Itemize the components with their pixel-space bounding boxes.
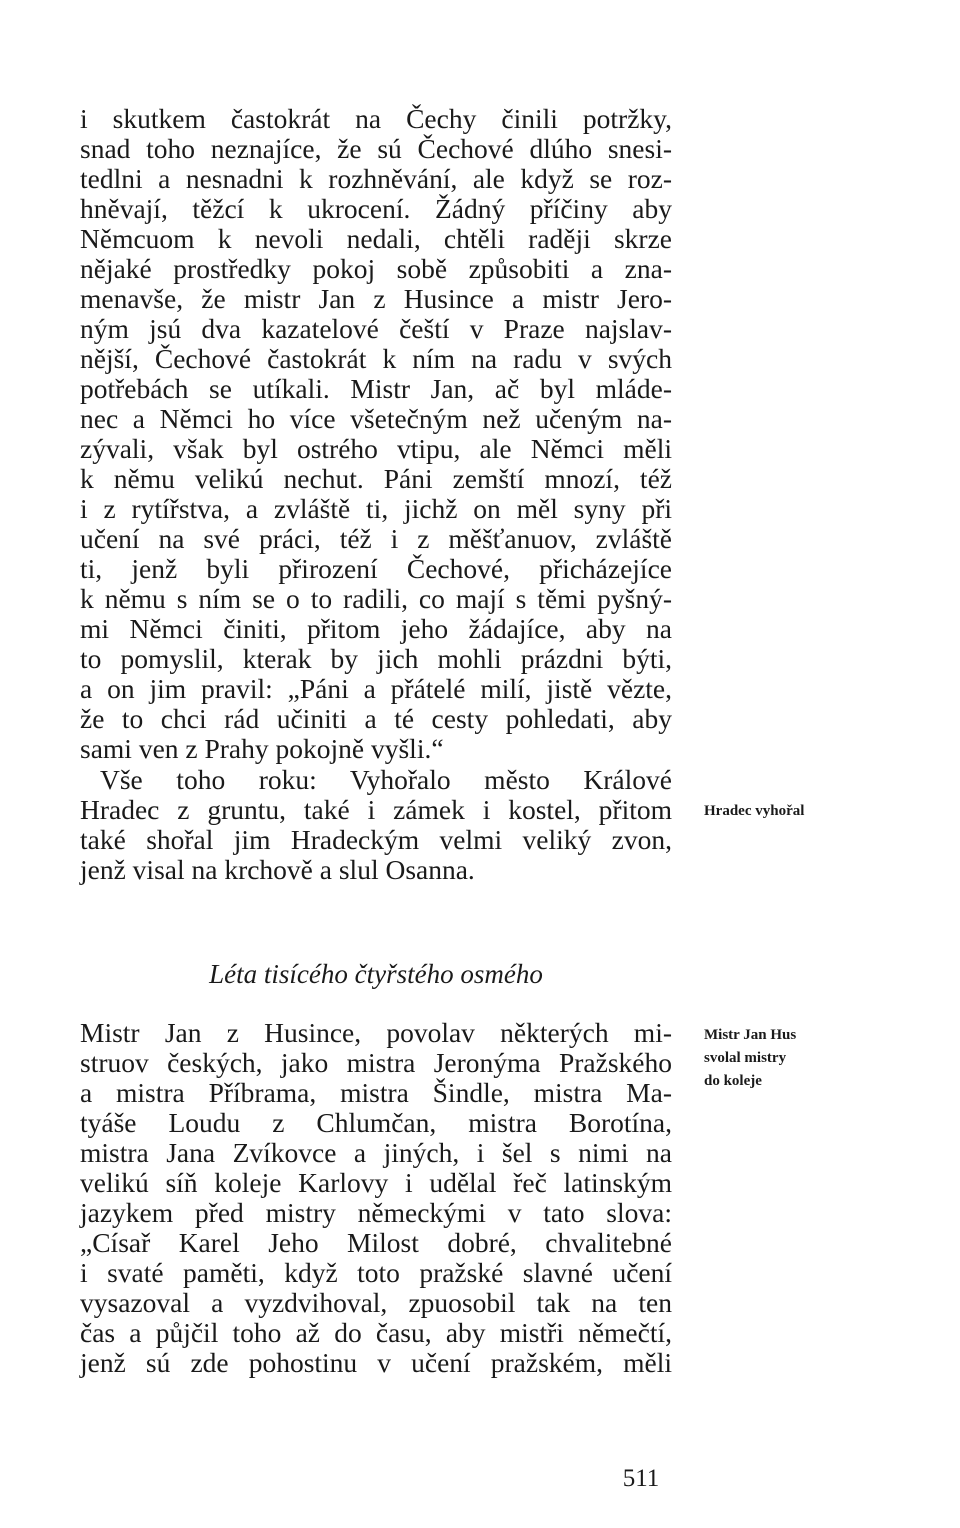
text-line: k němu s ním se o to radili, co mají s těmi pyšný- [80, 583, 672, 614]
text-line: Vše toho roku: Vyhořalo město Králové [100, 764, 672, 795]
text-line: sami ven z Prahy pokojně vyšli.“ [80, 733, 444, 764]
text-line: a on jim pravil: „Páni a přátelé milí, jistě vězte, [80, 673, 672, 704]
text-line: hněvají, těžcí k ukrocení. Žádný příčiny aby [80, 193, 672, 224]
text-line: Němcuom k nevoli nedali, chtěli raději skrze [80, 223, 672, 254]
text-line: nec a Němci ho více všetečným než učeným na- [80, 403, 672, 434]
margin-note-line: Mistr Jan Hus [704, 1027, 797, 1043]
text-line: ným jsú dva kazatelové čeští v Praze najslav- [80, 313, 672, 344]
margin-note-hradec: Hradec vyhořal [704, 803, 805, 819]
margin-note-line: svolal mistry [704, 1050, 787, 1066]
page-number [0, 1464, 960, 1494]
text-line: k němu velikú nechut. Páni zemští mnozí, též [80, 463, 672, 494]
text-line: ti, jenž byli přirození Čechové, přicházejíce [80, 553, 672, 584]
text-line: potřebách se utíkali. Mistr Jan, ač byl mláde- [80, 373, 672, 404]
text-line: snad toho neznajíce, že sú Čechové dlúho snesi- [80, 133, 672, 164]
text-line: čas a půjčil toho až do času, aby mistři němečtí, [80, 1317, 672, 1348]
text-line: a mistra Příbrama, mistra Šindle, mistra Ma- [80, 1077, 672, 1108]
text-line: Hradec z gruntu, také i zámek i kostel, přitom [80, 794, 672, 825]
text-line: Mistr Jan z Husince, povolav některých mi- [80, 1017, 672, 1048]
text-line: jenž sú zde pohostinu v učení pražském, měli [80, 1347, 672, 1378]
text-line: velikú síň koleje Karlovy i udělal řeč latinským [80, 1167, 672, 1198]
text-line: mistra Jana Zvíkovce a jiných, i šel s nimi na [80, 1137, 672, 1168]
text-line: i svaté paměti, když toto pražské slavné učení [80, 1257, 672, 1288]
page-number-text: 511 [622, 1465, 660, 1492]
section-heading: Léta tisícého čtyřstého osmého [209, 959, 543, 989]
text-line: jenž visal na krchově a slul Osanna. [80, 854, 475, 885]
text-line: to pomyslil, kterak by jich mohli prázdni býti, [80, 643, 672, 674]
text-line: i z rytířstva, a zvláště ti, jichž on měl syny při [80, 493, 672, 524]
text-line: také shořal jim Hradeckým velmi veliký zvon, [80, 824, 672, 855]
text-line: vysazoval a vyzdvihoval, zpuosobil tak na ten [80, 1287, 672, 1318]
text-line: jazykem před mistry německými v tato slova: [80, 1197, 672, 1228]
margin-note-line: do koleje [704, 1073, 762, 1089]
text-line: i skutkem častokrát na Čechy činili potržky, [80, 103, 672, 134]
margin-note-hus [704, 1024, 854, 1093]
text-line: menavše, že mistr Jan z Husince a mistr Jero- [80, 283, 672, 314]
text-line: struov českých, jako mistra Jeronýma Pražského [80, 1047, 672, 1078]
text-line: mi Němci činiti, přitom jeho žádajíce, aby na [80, 613, 672, 644]
text-line: zývali, však byl ostrého vtipu, ale Němci měli [80, 433, 672, 464]
text-line: tedlni a nesnadni k rozhněvání, ale když se roz- [80, 163, 672, 194]
text-line: nější, Čechové častokrát k ním na radu v svých [80, 343, 672, 374]
text-line: nějaké prostředky pokoj sobě způsobiti a zna- [80, 253, 672, 284]
text-line: „Císař Karel Jeho Milost dobré, chvalitebné [80, 1227, 672, 1258]
text-line: učení na své práci, též i z měšťanuov, zvláště [80, 523, 672, 554]
text-line: tyáše Loudu z Chlumčan, mistra Borotína, [80, 1107, 672, 1138]
text-line: že to chci rád učiniti a té cesty pohledati, aby [80, 703, 672, 734]
